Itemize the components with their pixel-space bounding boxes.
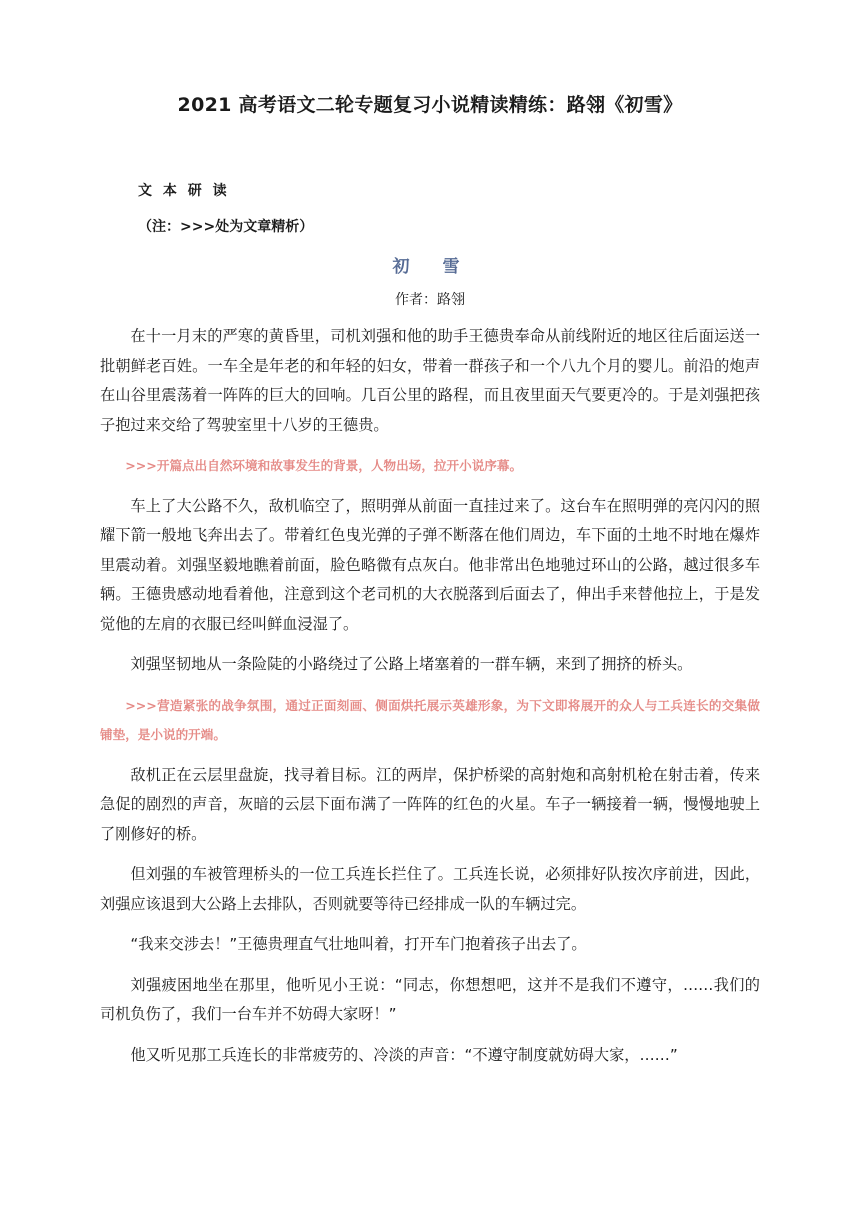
analysis-note: （注：>>>处为文章精析）: [138, 219, 314, 235]
paragraph: 车上了大公路不久，敌机临空了，照明弹从前面一直挂过来了。这台车在照明弹的亮闪闪的照耀下箭一般地飞奔出去了。带着红色曳光弹的子弹不断落在他们周边，车下面的土地不时地在爆炸里震动着。刘强坚毅地瞧着前面，脸色略微有点灰白。他非常出色地驰过环山的公路，越过很多车辆。王德贵感动地看着他，注意到这个老司机的大衣脱落到后面去了，伸出手来替他拉上，于是发觉他的左肩的衣服已经叫鲜血浸湿了。: [100, 496, 760, 633]
story-author: 作者：路翎: [395, 292, 465, 308]
story-body: [100, 322, 760, 1081]
analysis-paragraph: >>>开篇点出自然环境和故事发生的背景，人物出场，拉开小说序幕。: [125, 458, 523, 473]
paragraph: 在十一月末的严寒的黄昏里，司机刘强和他的助手王德贵奉命从前线附近的地区往后面运送一批朝鲜老百姓。一车全是年老的和年轻的妇女，带着一群孩子和一个八九个月的婴儿。前沿的炮声在山谷里震荡着一阵阵的巨大的回响。几百公里的路程，而且夜里面天气要更冷的。于是刘强把孩子抱过来交给了驾驶室里十八岁的王德贵。: [100, 327, 760, 434]
section-heading: 文 本 研 读: [138, 183, 230, 199]
paragraph: “我来交涉去！”王德贵理直气壮地叫着，打开车门抱着孩子出去了。: [130, 935, 587, 953]
document-title: 2021 高考语文二轮专题复习小说精读精练：路翎《初雪》: [177, 94, 683, 116]
paragraph: 敌机正在云层里盘旋，找寻着目标。江的两岸，保护桥梁的高射炮和高射机枪在射击着，传来急促的剧烈的声音，灰暗的云层下面布满了一阵阵的红色的火星。车子一辆接着一辆，慢慢地驶上了刚修好的桥。: [100, 765, 760, 843]
paragraph: 他又听见那工兵连长的非常疲劳的、冷淡的声音：“不遵守制度就妨碍大家，……”: [130, 1045, 678, 1064]
paragraph: 但刘强的车被管理桥头的一位工兵连长拦住了。工兵连长说，必须排好队按次序前进，因此，刘强应该退到大公路上去排队，否则就要等待已经排成一队的车辆过完。: [100, 865, 760, 913]
story-title: 初 雪: [392, 257, 468, 277]
paragraph: 刘强坚韧地从一条险陡的小路绕过了公路上堵塞着的一群车辆，来到了拥挤的桥头。: [130, 655, 693, 673]
analysis-paragraph: >>>营造紧张的战争氛围，通过正面刻画、侧面烘托展示英雄形象，为下文即将展开的众人与工兵连长的交集做铺垫，是小说的开端。: [100, 697, 760, 742]
paragraph: 刘强疲困地坐在那里，他听见小王说：“同志，你想想吧，这并不是我们不遵守，……我们的司机负伤了，我们一台车并不妨碍大家呀！”: [100, 975, 760, 1023]
